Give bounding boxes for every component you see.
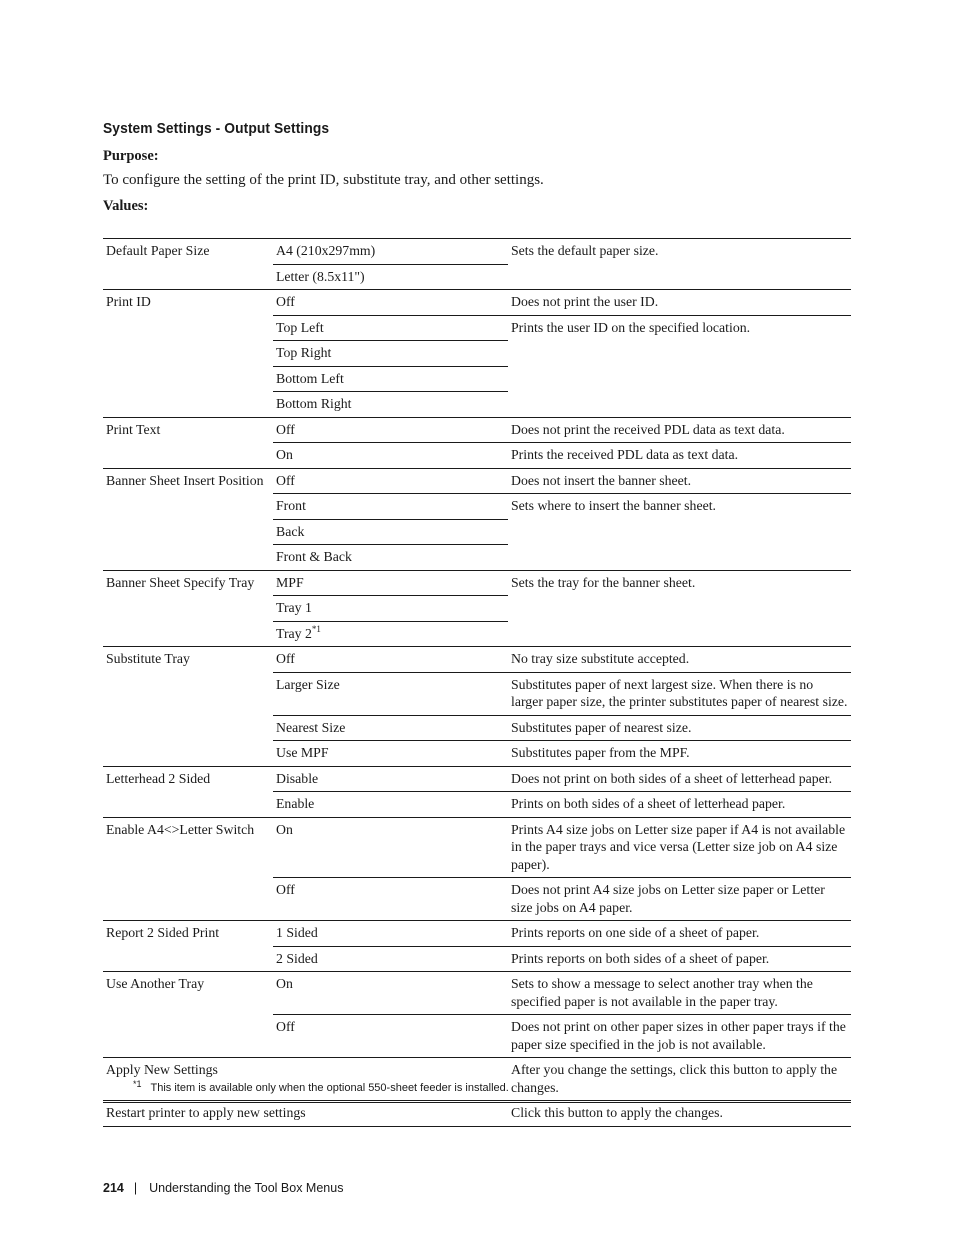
values-label: Values: [103,198,149,214]
table-row [103,972,851,1015]
setting-description: Sets where to insert the banner sheet. [508,494,851,571]
page-footer [103,1181,343,1195]
setting-name: Banner Sheet Specify Tray [103,570,273,647]
settings-table [103,238,851,1127]
setting-option: Off [273,647,508,673]
table-row [103,1101,851,1127]
setting-option: MPF [273,570,508,596]
footnote-mark: *1 [133,1079,142,1089]
setting-name: Print ID [103,290,273,418]
setting-option: Letter (8.5x11") [273,264,508,290]
setting-description: Substitutes paper from the MPF. [508,741,851,767]
setting-option: Nearest Size [273,715,508,741]
setting-option: Bottom Left [273,366,508,392]
setting-description: After you change the settings, click this button to apply the changes. [508,1058,851,1101]
table-row [103,468,851,494]
table-row [103,239,851,265]
setting-option: Back [273,519,508,545]
purpose-label: Purpose: [103,148,159,164]
setting-option: On [273,443,508,469]
table-row [103,570,851,596]
setting-option: Off [273,468,508,494]
table-row [103,1058,851,1101]
setting-option: Larger Size [273,672,508,715]
footnote [133,1079,509,1094]
setting-description: Sets the tray for the banner sheet. [508,570,851,647]
setting-option: 1 Sided [273,921,508,947]
setting-name: Apply New Settings [103,1058,273,1101]
footnote-text: This item is available only when the optional 550-sheet feeder is installed. [150,1082,509,1094]
table-row [103,417,851,443]
setting-description: Prints the received PDL data as text data. [508,443,851,469]
footer-title: Understanding the Tool Box Menus [149,1181,344,1195]
setting-option: Bottom Right [273,392,508,418]
setting-description: Prints reports on both sides of a sheet of paper. [508,946,851,972]
setting-description: Does not print A4 size jobs on Letter size paper or Letter size jobs on A4 paper. [508,878,851,921]
setting-option: Top Left [273,315,508,341]
setting-name: Default Paper Size [103,239,273,290]
table-row [103,817,851,878]
setting-option: On [273,817,508,878]
footnote-marker: *1 [311,623,321,634]
setting-option: Tray 1 [273,596,508,622]
setting-name: Enable A4<>Letter Switch [103,817,273,921]
setting-option: Disable [273,766,508,792]
setting-option: Off [273,417,508,443]
footer-separator: | [133,1181,138,1195]
setting-description: Substitutes paper of next largest size. When there is no larger paper size, the printer substitutes paper of nearest size. [508,672,851,715]
setting-option: Off [273,878,508,921]
setting-description: No tray size substitute accepted. [508,647,851,673]
setting-option: On [273,972,508,1015]
table-row [103,766,851,792]
setting-option: A4 (210x297mm) [273,239,508,265]
footnote-rule [103,1102,851,1103]
purpose-text: To configure the setting of the print ID, substitute tray, and other settings. [103,172,544,188]
setting-description: Prints the user ID on the specified location. [508,315,851,417]
setting-description: Click this button to apply the changes. [508,1101,851,1127]
setting-name: Report 2 Sided Print [103,921,273,972]
setting-name: Use Another Tray [103,972,273,1058]
page-number: 214 [103,1181,124,1195]
setting-option: Front & Back [273,545,508,571]
setting-option [273,1058,508,1101]
setting-option: Off [273,1015,508,1058]
table-row [103,290,851,316]
setting-description: Does not print the user ID. [508,290,851,316]
setting-name: Restart printer to apply new settings [103,1101,508,1127]
table-row [103,647,851,673]
setting-option: Off [273,290,508,316]
setting-description: Does not print on both sides of a sheet of letterhead paper. [508,766,851,792]
setting-name: Substitute Tray [103,647,273,767]
setting-description: Substitutes paper of nearest size. [508,715,851,741]
setting-description: Does not insert the banner sheet. [508,468,851,494]
table-row [103,921,851,947]
setting-option [273,621,508,647]
setting-description: Sets the default paper size. [508,239,851,290]
setting-description: Does not print on other paper sizes in other paper trays if the paper size specified in the job is not available. [508,1015,851,1058]
setting-option: Use MPF [273,741,508,767]
setting-description: Prints reports on one side of a sheet of paper. [508,921,851,947]
setting-option: Enable [273,792,508,818]
setting-option: Front [273,494,508,520]
setting-name: Print Text [103,417,273,468]
section-title: System Settings - Output Settings [103,120,330,137]
setting-description: Prints A4 size jobs on Letter size paper if A4 is not available in the paper trays and vice versa (Letter size job on A4 size paper). [508,817,851,878]
setting-description: Sets to show a message to select another tray when the specified paper is not available in the paper tray. [508,972,851,1015]
setting-option: Top Right [273,341,508,367]
setting-description: Does not print the received PDL data as text data. [508,417,851,443]
setting-name: Banner Sheet Insert Position [103,468,273,570]
option-text: Tray 2 [276,625,312,641]
setting-option: 2 Sided [273,946,508,972]
setting-description: Prints on both sides of a sheet of letterhead paper. [508,792,851,818]
setting-name: Letterhead 2 Sided [103,766,273,817]
